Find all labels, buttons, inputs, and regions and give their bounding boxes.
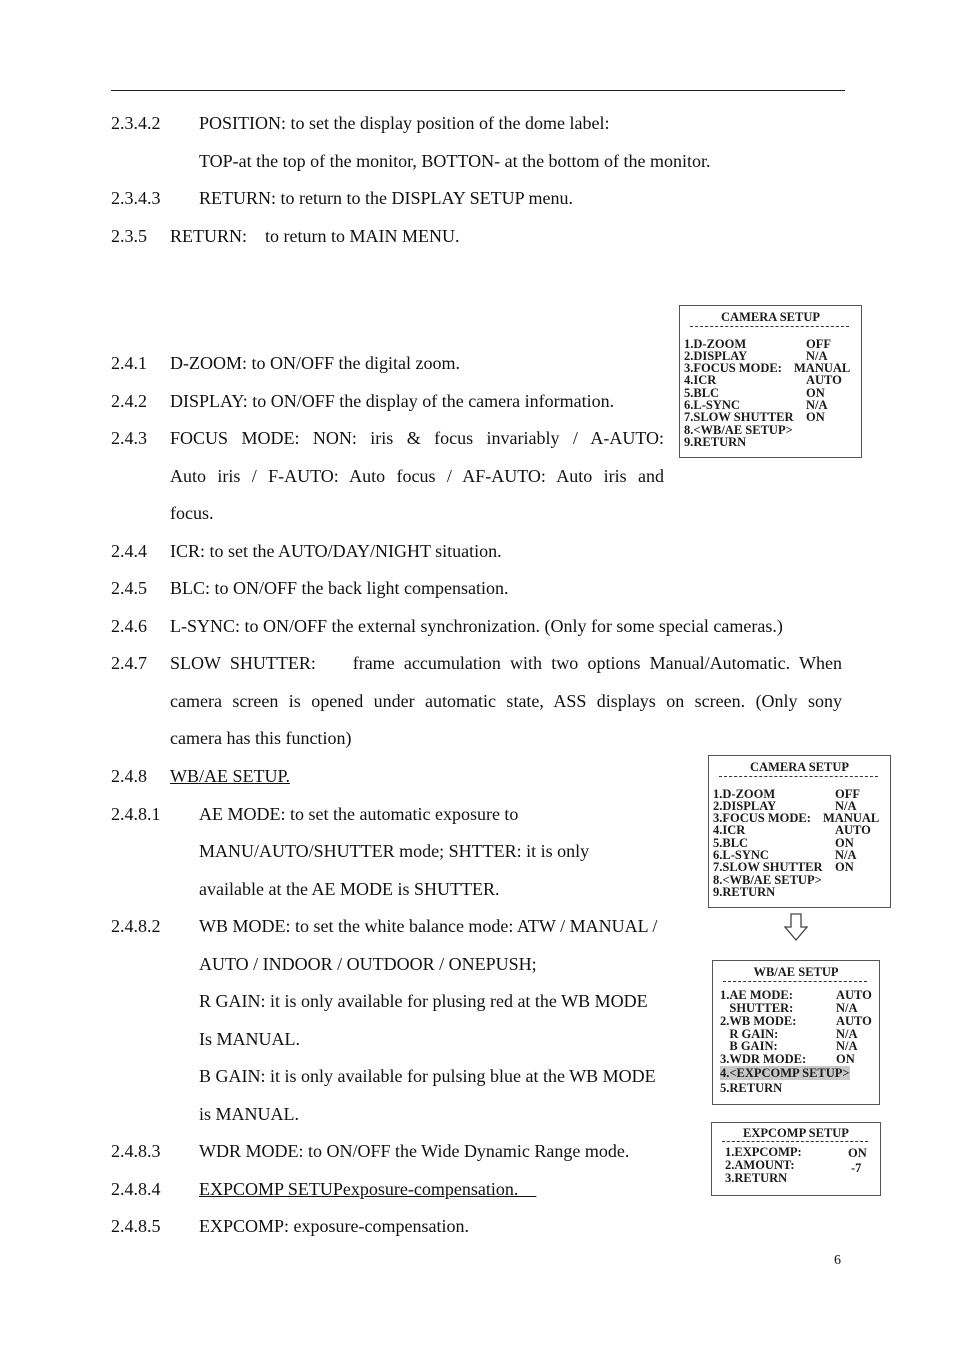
- section-text: AE MODE: to set the automatic exposure to: [199, 804, 519, 824]
- section-text: BLC: to ON/OFF the back light compensation.: [170, 578, 509, 598]
- menu-row-label: 7.SLOW SHUTTER: [684, 410, 794, 424]
- header-rule: [111, 90, 845, 91]
- menu-row-label: 9.RETURN: [713, 885, 776, 899]
- camera-setup-menu-screenshot: [679, 305, 862, 458]
- menu-row-label: B GAIN:: [720, 1039, 778, 1053]
- menu-row-selected: 4.<EXPCOMP SETUP>: [720, 1066, 850, 1080]
- menu-title: EXPCOMP SETUP: [743, 1126, 849, 1140]
- menu-row-label: 1.D-ZOOM: [713, 787, 776, 801]
- menu-title: CAMERA SETUP: [750, 760, 849, 774]
- menu-title-dashes: [719, 776, 878, 777]
- text-line-content: Auto iris / F-AUTO: Auto focus / AF-AUTO: Auto iris and: [170, 466, 664, 486]
- text-line: available at the AE MODE is SHUTTER.: [199, 879, 500, 899]
- text-line-content: camera screen is opened under automatic state, ASS displays on screen. (Only sony: [170, 691, 842, 711]
- text-line: is MANUAL.: [199, 1104, 300, 1124]
- section-number: 2.4.8.1: [111, 804, 161, 824]
- menu-row-value: AUTO: [806, 373, 842, 387]
- menu-row-label: R GAIN:: [720, 1027, 779, 1041]
- menu-row-label: SHUTTER:: [720, 1001, 794, 1015]
- section-text: ICR: to set the AUTO/DAY/NIGHT situation.: [170, 541, 502, 561]
- menu-row-label: 4.ICR: [684, 373, 717, 387]
- menu-row-label: 3.FOCUS MODE:: [713, 811, 811, 825]
- menu-row-label: 5.BLC: [713, 836, 749, 850]
- text-line: focus.: [170, 503, 214, 523]
- page-number: 6: [834, 1253, 841, 1268]
- section-text: L-SYNC: to ON/OFF the external synchronization. (Only for some special cameras.): [170, 616, 783, 636]
- section-text: D-ZOOM: to ON/OFF the digital zoom.: [170, 353, 460, 373]
- section-text: DISPLAY: to ON/OFF the display of the camera information.: [170, 391, 615, 411]
- menu-row-value: AUTO: [836, 1014, 872, 1028]
- menu-row-value: N/A: [806, 349, 828, 363]
- section-number: 2.4.5: [111, 578, 147, 598]
- section-number: 2.4.7: [111, 653, 147, 673]
- menu-row-label: 3.FOCUS MODE:: [684, 361, 782, 375]
- menu-row-value: N/A: [836, 1039, 858, 1053]
- menu-row-label: 7.SLOW SHUTTER: [713, 860, 823, 874]
- expcomp-setup-menu-screenshot: [711, 1122, 881, 1196]
- section-number: 2.4.6: [111, 616, 147, 636]
- section-text: RETURN: to return to MAIN MENU.: [170, 226, 460, 246]
- section-number: 2.3.4.2: [111, 113, 161, 133]
- section-heading: WB/AE SETUP.: [170, 766, 291, 786]
- menu-row-value: OFF: [806, 337, 831, 351]
- menu-row-value: ON: [806, 386, 825, 400]
- section-number: 2.4.8: [111, 766, 147, 786]
- menu-row-value: MANUAL: [823, 811, 880, 825]
- menu-row-label: 3.WDR MODE:: [720, 1052, 807, 1066]
- menu-title: CAMERA SETUP: [721, 310, 820, 324]
- menu-row-label: 2.AMOUNT:: [725, 1158, 795, 1172]
- menu-title-dashes: [722, 1141, 868, 1142]
- menu-row-label: 5.BLC: [684, 386, 720, 400]
- camera-setup-menu-screenshot: [708, 755, 891, 908]
- menu-row-label: 6.L-SYNC: [713, 848, 769, 862]
- menu-row-value: -7: [851, 1161, 862, 1175]
- menu-row-value: N/A: [835, 848, 857, 862]
- menu-row-value: MANUAL: [794, 361, 851, 375]
- section-number: 2.4.1: [111, 353, 147, 373]
- menu-row-value: N/A: [806, 398, 828, 412]
- section-text: WB MODE: to set the white balance mode: ATW / MANUAL /: [199, 916, 658, 936]
- menu-row-label: 8.<WB/AE SETUP>: [713, 873, 822, 887]
- section-number: 2.3.5: [111, 226, 147, 246]
- text-line: Is MANUAL.: [199, 1029, 300, 1049]
- menu-title-dashes: [723, 981, 867, 982]
- section-number: 2.4.8.5: [111, 1216, 161, 1236]
- menu-row-value: N/A: [836, 1027, 858, 1041]
- text-line: AUTO / INDOOR / OUTDOOR / ONEPUSH;: [199, 954, 537, 974]
- menu-row-value: ON: [806, 410, 825, 424]
- section-number: 2.4.2: [111, 391, 147, 411]
- section-number: 2.4.3: [111, 428, 147, 448]
- section-text: EXPCOMP SETUPexposure-compensation.: [199, 1179, 537, 1199]
- menu-row-label: 8.<WB/AE SETUP>: [684, 423, 793, 437]
- menu-row-label: 2.WB MODE:: [720, 1014, 797, 1028]
- menu-row-label: 6.L-SYNC: [684, 398, 740, 412]
- menu-title-dashes: [690, 326, 849, 327]
- text-line: camera has this function): [170, 728, 352, 748]
- section-text: POSITION: to set the display position of the dome label:: [199, 113, 610, 133]
- menu-row-value: ON: [835, 836, 854, 850]
- menu-row-label: 1.D-ZOOM: [684, 337, 747, 351]
- menu-row-label: 2.DISPLAY: [684, 349, 748, 363]
- text-line: B GAIN: it is only available for pulsing blue at the WB MODE: [199, 1066, 656, 1086]
- menu-row-value: AUTO: [835, 823, 871, 837]
- section-text: FOCUS MODE: NON: iris & focus invariably / A-AUTO:: [170, 428, 664, 448]
- section-text: SLOW SHUTTER: frame accumulation with two options Manual/Automatic. When: [170, 653, 842, 673]
- section-number: 2.4.4: [111, 541, 147, 561]
- menu-row-label: 9.RETURN: [684, 435, 747, 449]
- down-arrow-icon: [784, 913, 808, 941]
- menu-row-label: 3.RETURN: [725, 1171, 788, 1185]
- menu-row-value: OFF: [835, 787, 860, 801]
- section-text: WDR MODE: to ON/OFF the Wide Dynamic Range mode.: [199, 1141, 630, 1161]
- text-line: TOP-at the top of the monitor, BOTTON- at the bottom of the monitor.: [199, 151, 711, 171]
- section-number: 2.4.8.4: [111, 1179, 161, 1199]
- menu-row-label: 1.AE MODE:: [720, 988, 793, 1002]
- menu-row-value: N/A: [835, 799, 857, 813]
- text-line: MANU/AUTO/SHUTTER mode; SHTTER: it is only: [199, 841, 590, 861]
- section-text: EXPCOMP: exposure-compensation.: [199, 1216, 469, 1236]
- menu-title: WB/AE SETUP: [753, 965, 839, 979]
- text-line: R GAIN: it is only available for plusing red at the WB MODE: [199, 991, 648, 1011]
- menu-row-value: ON: [835, 860, 854, 874]
- section-text: RETURN: to return to the DISPLAY SETUP menu.: [199, 188, 573, 208]
- section-number: 2.3.4.3: [111, 188, 161, 208]
- wbae-setup-menu-screenshot: [712, 960, 880, 1105]
- menu-row-label: 1.EXPCOMP:: [725, 1145, 802, 1159]
- menu-row-value: ON: [836, 1052, 855, 1066]
- menu-row-label: 2.DISPLAY: [713, 799, 777, 813]
- section-number: 2.4.8.2: [111, 916, 161, 936]
- menu-row-label: 4.ICR: [713, 823, 746, 837]
- menu-row-value: N/A: [836, 1001, 858, 1015]
- menu-row-value: AUTO: [836, 988, 872, 1002]
- menu-row-label: 5.RETURN: [720, 1081, 783, 1095]
- menu-row-value: ON: [848, 1146, 867, 1160]
- section-number: 2.4.8.3: [111, 1141, 161, 1161]
